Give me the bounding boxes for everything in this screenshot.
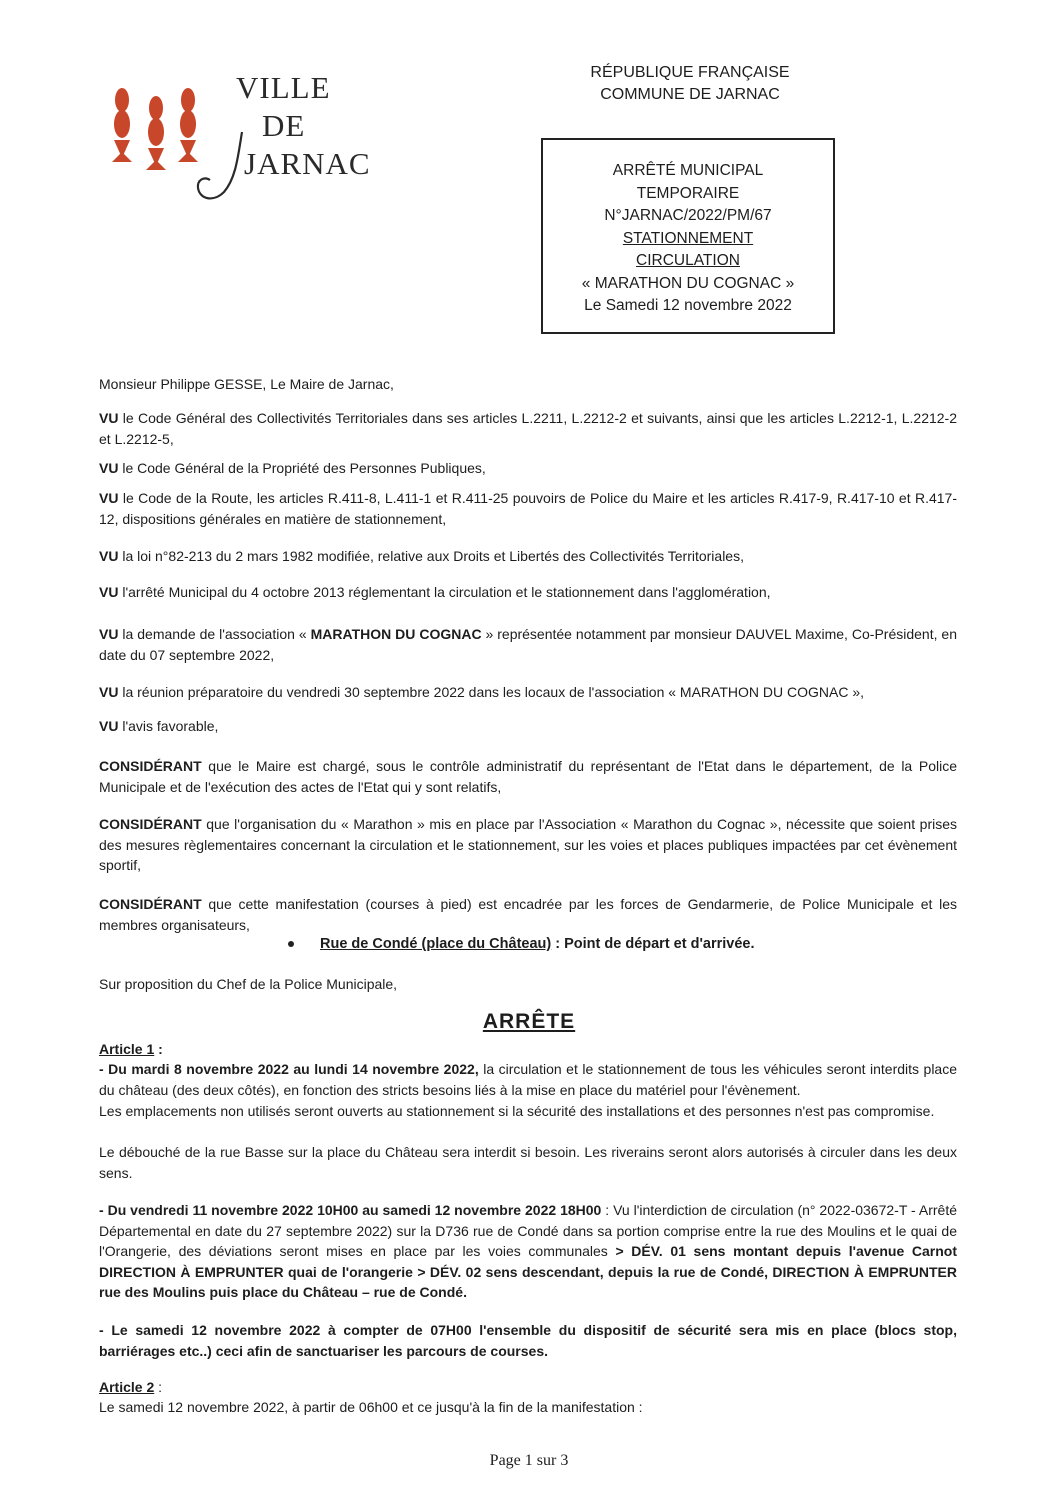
logo-line-ville: VILLE [236,70,331,105]
logo-line-de: DE [262,108,306,143]
start-finish-bullet [288,936,755,952]
arrete-date: Le Samedi 12 novembre 2022 [584,297,792,314]
article-1-paragraph: Le débouché de la rue Basse sur la place du Château sera interdit si besoin. Les riverains seront alors autorisés à circuler dans les deux sens. [99,1144,957,1181]
considerant-paragraph: CONSIDÉRANT que le Maire est chargé, sous le contrôle administratif du représentant de l'Etat dans le département, de la Police Municipale et de l'exécution des actes de l'Etat qui y sont relatifs, [99,758,957,795]
arrete-header-box [541,138,835,334]
article-2-heading: Article 2 : [99,1379,163,1395]
arrete-event: « MARATHON DU COGNAC » [581,274,795,292]
vu-paragraph: VU la demande de l'association « MARATHON DU COGNAC » représentée notamment par monsieur DAUVEL Maxime, Co-Président, en date du 07 septembre 2022, [99,626,958,663]
logo-line-jarnac [244,146,371,182]
vu-paragraph: VU le Code Général des Collectivités Territoriales dans ses articles L.2211, L.2212-2 et suivants, ainsi que les articles L.2212-1, L.2212-2 et L.2212-5, [99,410,957,447]
article-1-deviation-paragraph: - Du vendredi 11 novembre 2022 10H00 au samedi 12 novembre 2022 18H00 : Vu l'interdiction de circulation (n° 2022-03672-T - Arrêté Départemental en date du 27 septembre 2022) sur la D736 rue de Condé dans sa portion comprise entre la rue des Moulins et le quai de l'Orangerie, des déviations seront mises en place par les voies communales > DÉV. 01 sens montant depuis l'avenue Carnot DIRECTION À EMPRUNTER quai de l'orangerie > DÉV. 02 sens descendant, depuis la rue de Condé, DIRECTION À EMPRUNTER rue des Moulins puis place du Château – rue de Condé. [99,1202,958,1300]
proposition-paragraph: Sur proposition du Chef de la Police Municipale, [99,976,398,992]
jarnac-logo [108,70,388,220]
vu-paragraph: VU la réunion préparatoire du vendredi 30 septembre 2022 dans les locaux de l'association « MARATHON DU COGNAC », [99,684,865,700]
article-1-security-paragraph: - Le samedi 12 novembre 2022 à compter de 07H00 l'ensemble du dispositif de sécurité sera mis en place (blocs stop, barriérages etc..) ceci afin de sanctuariser les parcours de courses. [99,1322,957,1359]
vu-paragraph: VU le Code Général de la Propriété des Personnes Publiques, [99,460,486,476]
vu-paragraph: VU la loi n°82-213 du 2 mars 1982 modifiée, relative aux Droits et Libertés des Collectivités Territoriales, [99,548,744,564]
bullet-dot-icon [288,941,294,947]
vu-paragraph: VU le Code de la Route, les articles R.411-8, L.411-1 et R.411-25 pouvoirs de Police du Maire et les articles R.417-9, R.417-10 et R.417-12, dispositions générales en matière de stationnement, [99,490,957,527]
arrete-type: ARRÊTÉ MUNICIPAL [612,162,764,179]
vu-paragraph: VU l'arrêté Municipal du 4 octobre 2013 réglementant la circulation et le stationnement dans l'agglomération, [99,584,771,600]
considerant-paragraph: CONSIDÉRANT que cette manifestation (courses à pied) est encadrée par les forces de Gendarmerie, de Police Municipale et les membres organisateurs, [99,896,957,933]
arrete-stationnement: STATIONNEMENT [622,229,754,247]
logo-jarnac-text: JARNAC [244,146,371,181]
considerant-paragraph: CONSIDÉRANT que l'organisation du « Marathon » mis en place par l'Association « Marathon du Cognac », nécessite que soient prises des mesures règlementaires concernant la circulation et le stationnement, sur les voies et places publiques impactées par cet évènement sportif, [99,816,957,873]
republique-header [560,62,820,106]
intro-paragraph: Monsieur Philippe GESSE, Le Maire de Jarnac, [99,376,394,392]
republique-line: RÉPUBLIQUE FRANÇAISE [590,64,790,81]
arrete-circulation: CIRCULATION [636,252,740,269]
arrete-number: N°JARNAC/2022/PM/67 [604,207,772,224]
page-number: Page 1 sur 3 [489,1452,569,1469]
vu-paragraph: VU l'avis favorable, [99,718,219,734]
article-1-heading: Article 1 : [99,1041,163,1057]
article-1-paragraph: - Du mardi 8 novembre 2022 au lundi 14 novembre 2022, la circulation et le stationnement de tous les véhicules seront interdits place du château (des deux côtés), en fonction des stricts besoins liés à la mise en place du matériel pour l'évènement. [99,1061,958,1098]
bullet-location: Rue de Condé (place du Château) [320,936,552,952]
arrete-title: ARRÊTE [482,1010,576,1033]
arrete-temporaire: TEMPORAIRE [636,184,740,202]
article-1-paragraph: Les emplacements non utilisés seront ouverts au stationnement si la sécurité des installations et des personnes n'est pas compromise. [99,1103,935,1119]
article-2-paragraph: Le samedi 12 novembre 2022, à partir de 06h00 et ce jusqu'à la fin de la manifestation : [99,1399,643,1415]
bullet-description: : Point de départ et d'arrivée. [551,936,755,952]
commune-line: COMMUNE DE JARNAC [600,86,780,103]
